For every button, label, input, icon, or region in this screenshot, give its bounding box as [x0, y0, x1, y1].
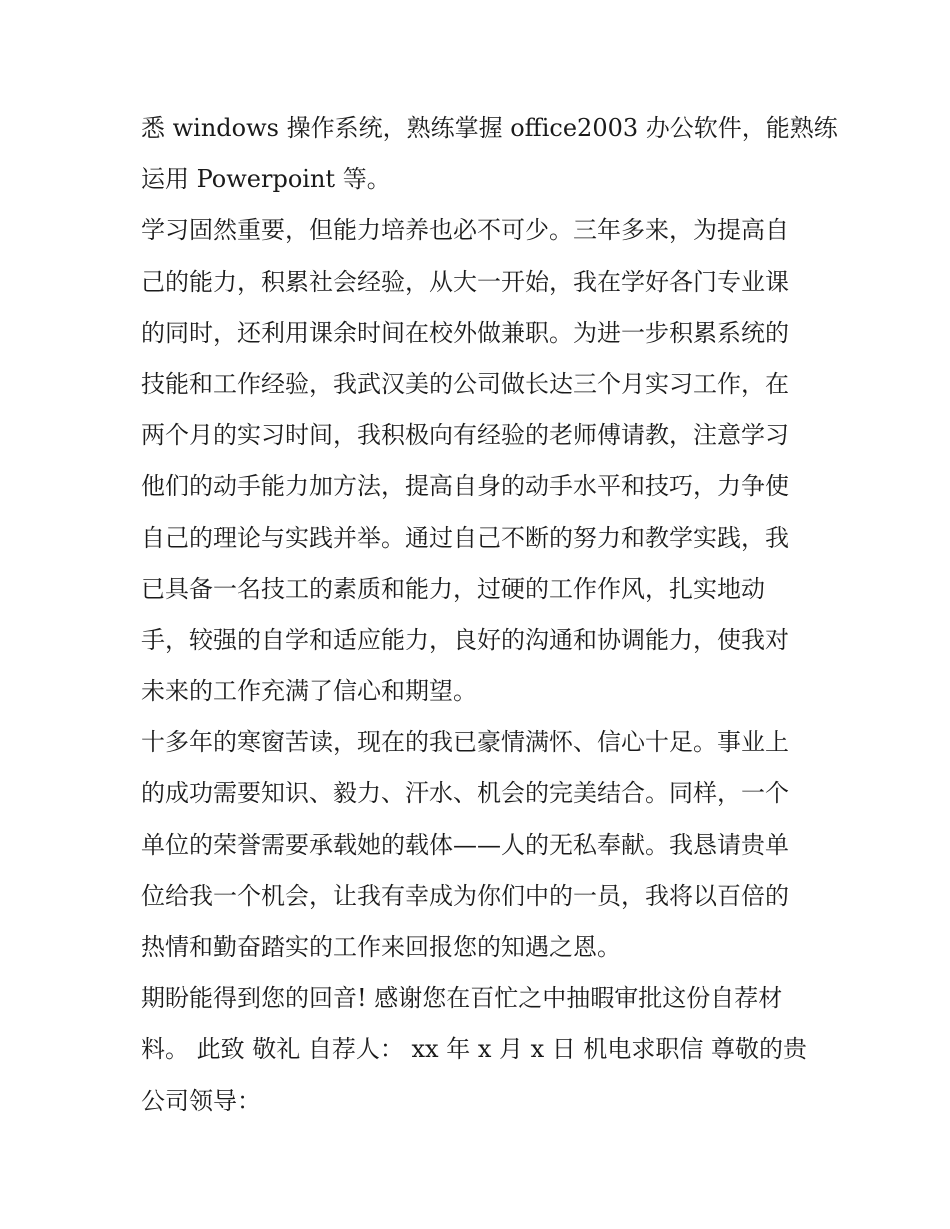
text-line: 手，较强的自学和适应能力，良好的沟通和协调能力，使我对	[141, 625, 789, 654]
text-line: 运用 Powerpoint 等。	[141, 165, 391, 194]
text-line: 未来的工作充满了信心和期望。	[141, 677, 477, 706]
text-line: 己的能力，积累社会经验，从大一开始，我在学好各门专业课	[141, 267, 789, 296]
text-line: 热情和勤奋踏实的工作来回报您的知遇之恩。	[141, 933, 621, 961]
text-line: 他们的动手能力加方法，提高自身的动手水平和技巧，力争使	[141, 472, 789, 501]
text-line: 料。 此致 敬礼 自荐人： xx 年 x 月 x 日 机电求职信 尊敬的贵	[141, 1035, 808, 1064]
text-line: 公司领导：	[141, 1086, 261, 1115]
text-line: 十多年的寒窗苦读，现在的我已豪情满怀、信心十足。事业上	[141, 728, 789, 757]
text-line: 期盼能得到您的回音! 感谢您在百忙之中抽暇审批这份自荐材	[141, 984, 783, 1013]
text-line: 悉 windows 操作系统，熟练掌握 office2003 办公软件，能熟练	[141, 114, 838, 142]
text-line: 单位的荣誉需要承载她的载体——人的无私奉献。我恳请贵单	[141, 830, 789, 859]
text-line: 已具备一名技工的素质和能力，过硬的工作作风，扎实地动	[141, 574, 765, 603]
text-line: 两个月的实习时间，我积极向有经验的老师傅请教，注意学习	[141, 421, 789, 450]
text-line: 自己的理论与实践并举。通过自己不断的努力和教学实践，我	[141, 523, 789, 552]
text-line: 的成功需要知识、毅力、汗水、机会的完美结合。同样，一个	[141, 779, 789, 808]
letter-body	[141, 103, 838, 1127]
text-line: 位给我一个机会，让我有幸成为你们中的一员，我将以百倍的	[141, 881, 789, 910]
text-line: 的同时，还利用课余时间在校外做兼职。为进一步积累系统的	[141, 318, 789, 347]
text-line: 技能和工作经验，我武汉美的公司做长达三个月实习工作，在	[141, 369, 789, 398]
text-line: 学习固然重要，但能力培养也必不可少。三年多来，为提高自	[141, 216, 789, 245]
